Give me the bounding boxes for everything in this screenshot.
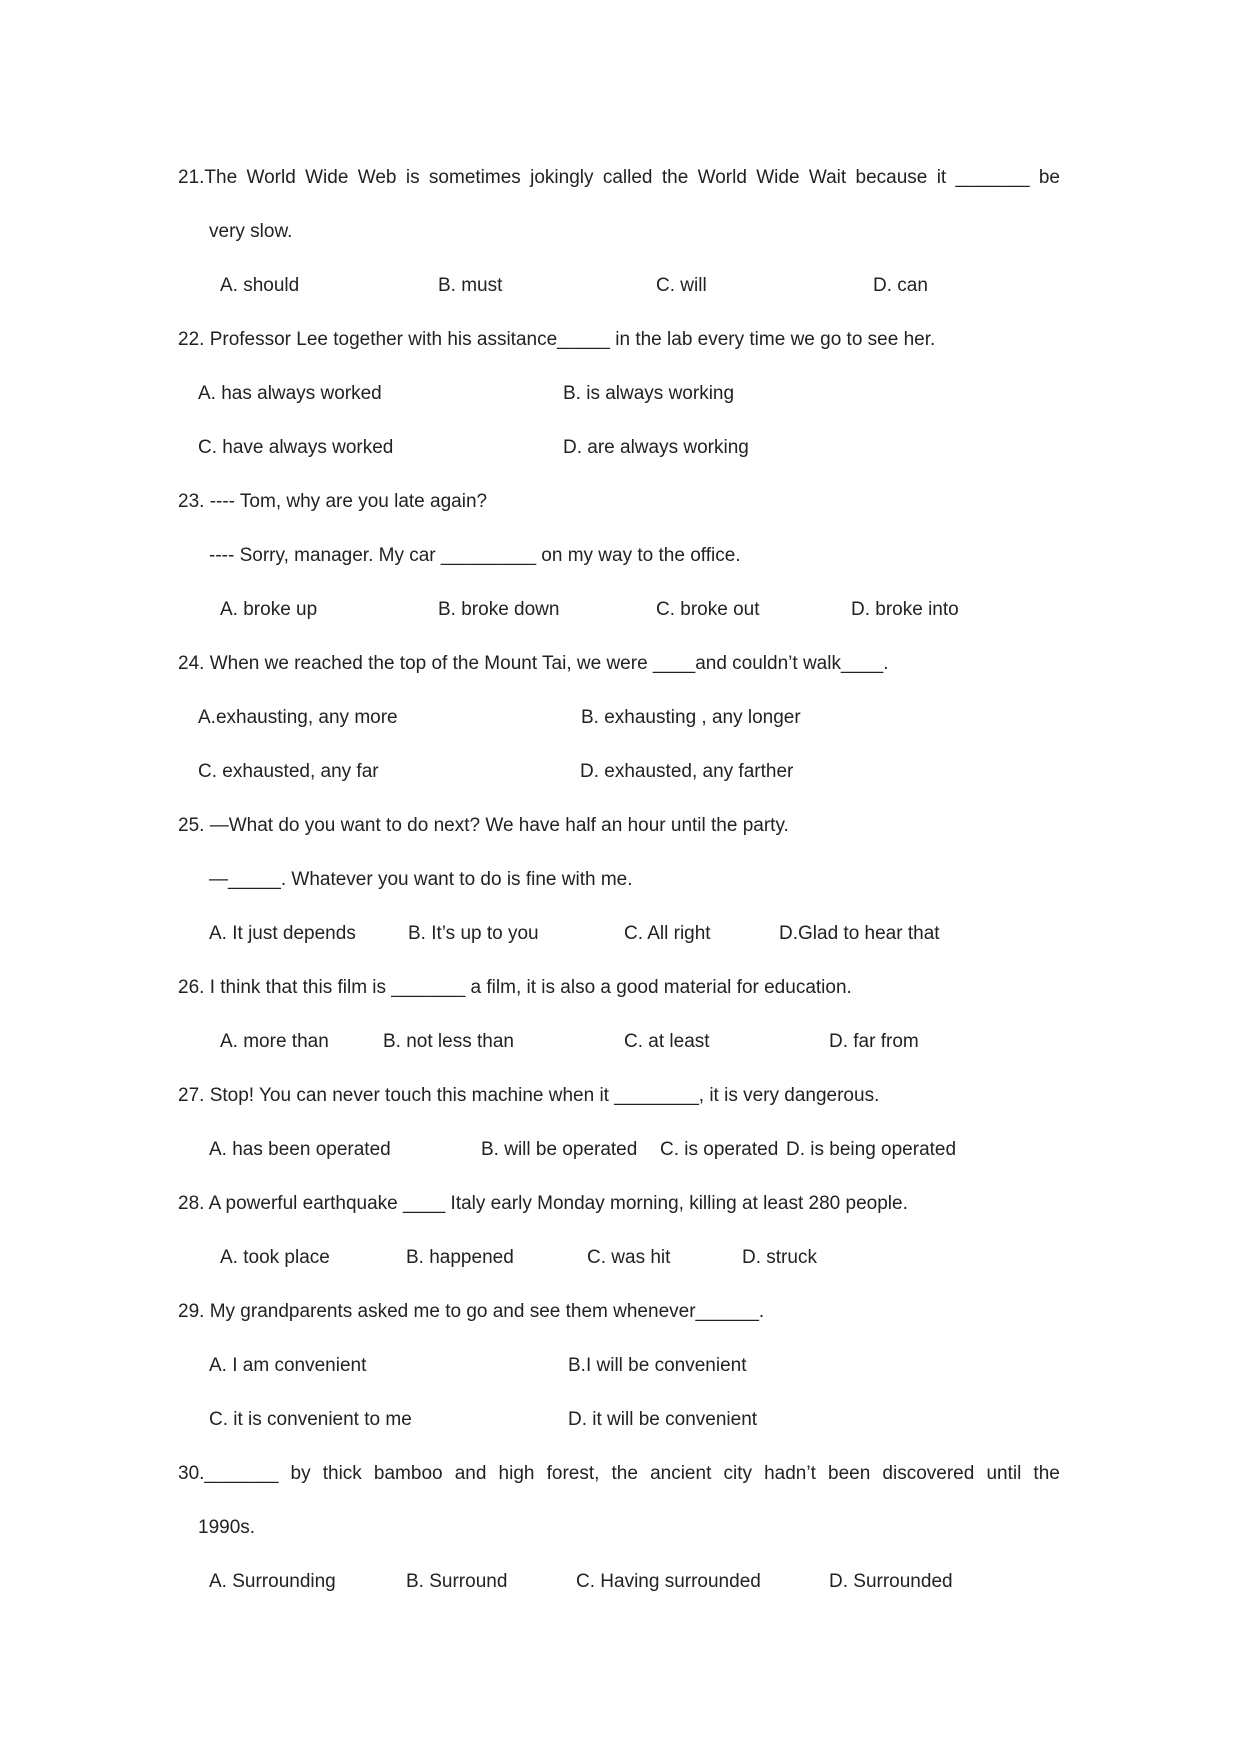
word: the [1033, 1463, 1060, 1484]
word: sometimes [428, 167, 521, 188]
word: thick [322, 1463, 362, 1484]
question-22-option-b[interactable]: B. is always working [563, 383, 735, 404]
question-22-option-a[interactable]: A. has always worked [198, 383, 382, 404]
question-28-option-d[interactable]: D. struck [742, 1247, 817, 1268]
word: 30._______ [178, 1463, 279, 1484]
question-26-option-b[interactable]: B. not less than [383, 1031, 514, 1052]
question-28-stem: 28. A powerful earthquake ____ Italy early Monday morning, killing at least 280 people. [178, 1193, 908, 1214]
question-21-stem-line2: very slow. [209, 221, 293, 242]
word: Wide [756, 167, 800, 188]
word: it [936, 167, 947, 188]
question-25-stem: 25. —What do you want to do next? We have half an hour until the party. [178, 815, 789, 836]
question-27-option-c[interactable]: C. is operated [660, 1139, 779, 1160]
word: Wait [808, 167, 847, 188]
question-24-option-d[interactable]: D. exhausted, any farther [580, 761, 794, 782]
question-23-option-d[interactable]: D. broke into [851, 599, 959, 620]
question-21-option-c[interactable]: C. will [656, 275, 707, 296]
question-23-option-b[interactable]: B. broke down [438, 599, 560, 620]
question-24-option-c[interactable]: C. exhausted, any far [198, 761, 379, 782]
question-28-option-a[interactable]: A. took place [220, 1247, 330, 1268]
word: the [611, 1463, 638, 1484]
word: ancient [650, 1463, 712, 1484]
question-21-option-d[interactable]: D. can [873, 275, 928, 296]
question-21-option-a[interactable]: A. should [220, 275, 300, 296]
word: jokingly [530, 167, 594, 188]
word: _______ [955, 167, 1030, 188]
question-30-option-c[interactable]: C. Having surrounded [576, 1571, 761, 1592]
question-22-option-c[interactable]: C. have always worked [198, 437, 394, 458]
question-26-stem: 26. I think that this film is _______ a film, it is also a good material for education. [178, 977, 852, 998]
question-27-option-b[interactable]: B. will be operated [481, 1139, 638, 1160]
word: be [1038, 167, 1060, 188]
word: been [828, 1463, 871, 1484]
question-26-option-a[interactable]: A. more than [220, 1031, 329, 1052]
question-25-option-a[interactable]: A. It just depends [209, 923, 356, 944]
word: until [986, 1463, 1022, 1484]
question-28-option-b[interactable]: B. happened [406, 1247, 514, 1268]
word: World [697, 167, 747, 188]
question-27-option-a[interactable]: A. has been operated [209, 1139, 391, 1160]
question-29-stem: 29. My grandparents asked me to go and see them whenever______. [178, 1301, 765, 1322]
question-23-stem: 23. ---- Tom, why are you late again? [178, 491, 488, 512]
question-26-option-c[interactable]: C. at least [624, 1031, 710, 1052]
word: called [602, 167, 653, 188]
word: is [405, 167, 420, 188]
question-24-option-a[interactable]: A.exhausting, any more [198, 707, 398, 728]
question-25-option-c[interactable]: C. All right [624, 923, 711, 944]
word: forest, [546, 1463, 600, 1484]
question-30-option-b[interactable]: B. Surround [406, 1571, 508, 1592]
question-27-option-d[interactable]: D. is being operated [786, 1139, 957, 1160]
question-29-option-b[interactable]: B.I will be convenient [568, 1355, 747, 1376]
word: 21.The [178, 167, 238, 188]
word: bamboo [373, 1463, 443, 1484]
word: discovered [882, 1463, 975, 1484]
word: because [855, 167, 928, 188]
word: Wide [305, 167, 349, 188]
question-28-option-c[interactable]: C. was hit [587, 1247, 671, 1268]
question-26-option-d[interactable]: D. far from [829, 1031, 919, 1052]
question-29-option-c[interactable]: C. it is convenient to me [209, 1409, 412, 1430]
word: World [246, 167, 296, 188]
word: by [290, 1463, 311, 1484]
question-21-stem-line1 [178, 167, 1060, 189]
word: city [723, 1463, 752, 1484]
question-25-option-d[interactable]: D.Glad to hear that [779, 923, 940, 944]
question-23-option-a[interactable]: A. broke up [220, 599, 318, 620]
word: Web [357, 167, 397, 188]
question-27-stem: 27. Stop! You can never touch this machine when it ________, it is very dangerous. [178, 1085, 880, 1106]
question-25-stem-line2: —_____. Whatever you want to do is fine with me. [209, 869, 633, 890]
question-30-option-d[interactable]: D. Surrounded [829, 1571, 953, 1592]
question-30-stem-line1 [178, 1463, 1060, 1485]
word: hadn’t [764, 1463, 816, 1484]
question-25-option-b[interactable]: B. It’s up to you [408, 923, 539, 944]
word: the [661, 167, 689, 188]
question-30-stem-line2: 1990s. [198, 1517, 256, 1538]
question-22-option-d[interactable]: D. are always working [563, 437, 749, 458]
question-21-option-b[interactable]: B. must [438, 275, 503, 296]
question-23-stem-line2: ---- Sorry, manager. My car _________ on my way to the office. [209, 545, 741, 566]
question-22-stem: 22. Professor Lee together with his assitance_____ in the lab every time we go to see her. [178, 329, 936, 350]
question-29-option-a[interactable]: A. I am convenient [209, 1355, 367, 1376]
word: and [454, 1463, 487, 1484]
word: high [498, 1463, 535, 1484]
question-29-option-d[interactable]: D. it will be convenient [568, 1409, 758, 1430]
question-23-option-c[interactable]: C. broke out [656, 599, 760, 620]
question-30-option-a[interactable]: A. Surrounding [209, 1571, 336, 1592]
question-24-option-b[interactable]: B. exhausting , any longer [581, 707, 801, 728]
question-24-stem: 24. When we reached the top of the Mount Tai, we were ____and couldn’t walk____. [178, 653, 889, 674]
